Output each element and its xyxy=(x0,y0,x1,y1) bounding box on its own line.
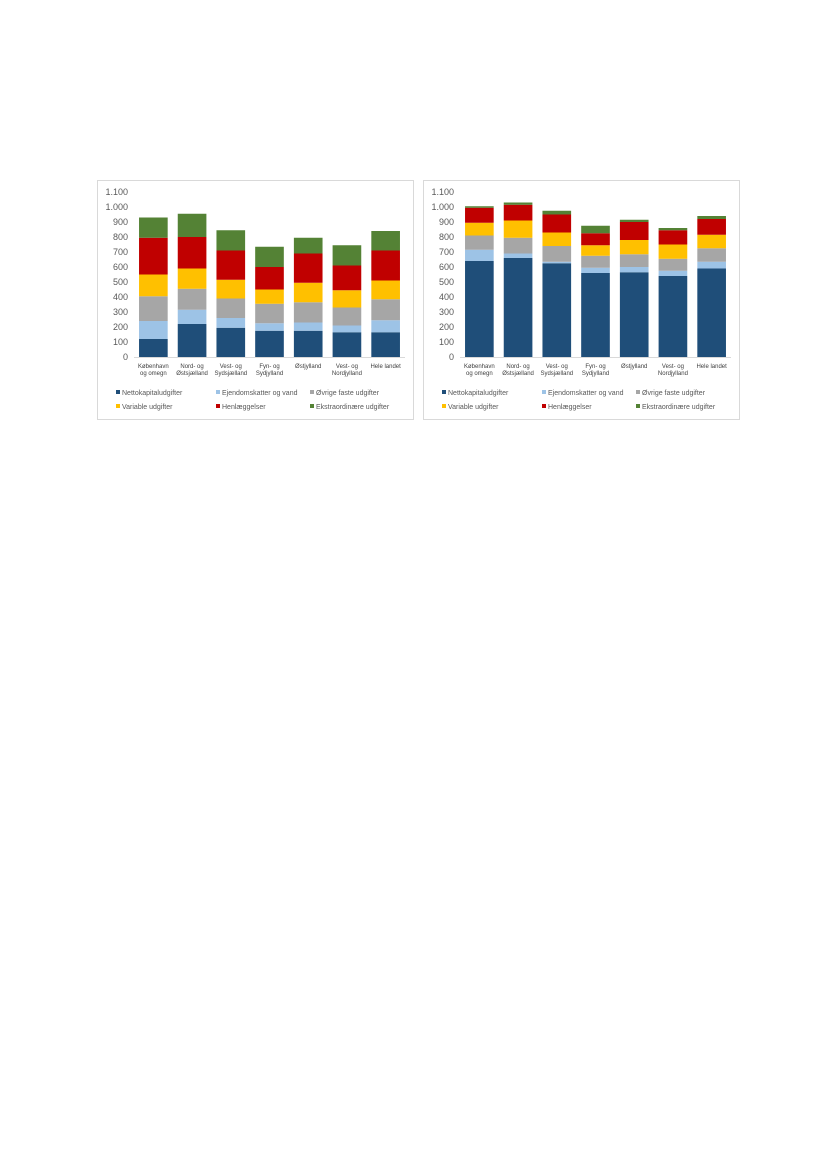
legend-label: Henlæggelser xyxy=(548,404,592,411)
bar-segment xyxy=(178,289,207,310)
legend-item xyxy=(216,389,298,398)
y-tick-label: 800 xyxy=(438,232,454,242)
bar-segment xyxy=(697,269,726,358)
x-category-label: Nord- og xyxy=(506,364,530,370)
legend-item xyxy=(216,403,266,412)
legend-swatch xyxy=(542,404,546,408)
y-tick-label: 900 xyxy=(438,217,454,227)
bar-segment xyxy=(659,230,688,244)
bar-segment xyxy=(659,228,688,230)
y-tick-label: 500 xyxy=(438,277,454,287)
bar-segment xyxy=(620,222,649,240)
x-category-label: Østsjælland xyxy=(176,371,208,377)
bar-segment xyxy=(216,230,245,250)
bar-segment xyxy=(697,219,726,235)
y-tick-label: 800 xyxy=(112,232,128,242)
bar-segment xyxy=(333,308,362,326)
bar-segment xyxy=(504,258,533,357)
bar-segment xyxy=(581,268,610,273)
bar-segment xyxy=(333,290,362,307)
y-tick-label: 500 xyxy=(112,277,128,287)
bar-segment xyxy=(465,223,494,236)
x-category-label: Sydsjælland xyxy=(540,371,574,377)
bar-segment xyxy=(504,205,533,221)
legend-item xyxy=(636,403,715,412)
bar-segment xyxy=(659,271,688,276)
bar-segment xyxy=(139,238,168,275)
bar-segment xyxy=(620,220,649,222)
legend-swatch xyxy=(636,404,640,408)
bar-segment xyxy=(294,283,323,303)
bar-segment xyxy=(371,281,400,300)
x-category-label: Sydsjælland xyxy=(214,371,248,377)
bar-segment xyxy=(255,247,284,267)
bar-segment xyxy=(465,206,494,208)
legend-item xyxy=(442,389,508,398)
bar-segment xyxy=(504,203,533,205)
bar-segment xyxy=(139,218,168,238)
bar-segment xyxy=(216,318,245,328)
bar-segment xyxy=(697,262,726,269)
y-tick-label: 0 xyxy=(122,352,128,362)
x-category-label: Hele landet xyxy=(696,364,727,370)
x-category-label: Hele landet xyxy=(370,364,401,370)
bar-segment xyxy=(465,250,494,261)
legend-swatch xyxy=(636,390,640,394)
y-tick-label: 600 xyxy=(438,262,454,272)
bar-segment xyxy=(139,321,168,339)
bar-segment xyxy=(216,280,245,299)
bar-segment xyxy=(178,324,207,357)
bar-segment xyxy=(371,251,400,281)
legend-label: Ejendomskatter og vand xyxy=(548,390,624,397)
legend-label: Øvrige faste udgifter xyxy=(642,390,706,397)
x-category-label: Nordjylland xyxy=(331,371,362,377)
bar-segment xyxy=(504,254,533,259)
legend-item xyxy=(310,403,389,412)
bar-segment xyxy=(581,256,610,268)
bar-segment xyxy=(465,208,494,223)
x-category-label: Nord- og xyxy=(180,364,204,370)
y-tick-label: 700 xyxy=(112,247,128,257)
y-tick-label: 200 xyxy=(438,322,454,332)
bar-segment xyxy=(542,262,571,264)
legend-label: Variable udgifter xyxy=(448,404,499,411)
bar-segment xyxy=(504,238,533,254)
legend-swatch xyxy=(216,404,220,408)
y-tick-label: 1.000 xyxy=(105,202,128,212)
bar-segment xyxy=(255,267,284,290)
bar-segment xyxy=(581,226,610,234)
y-tick-label: 0 xyxy=(448,352,454,362)
legend-label: Nettokapitaludgifter xyxy=(448,390,509,397)
x-category-label: og omegn xyxy=(140,371,167,377)
x-category-label: Nordjylland xyxy=(657,371,688,377)
y-tick-label: 300 xyxy=(112,307,128,317)
y-tick-label: 100 xyxy=(438,337,454,347)
bar-segment xyxy=(542,211,571,215)
bar-segment xyxy=(659,276,688,357)
bar-segment xyxy=(620,272,649,357)
y-tick-label: 600 xyxy=(112,262,128,272)
bar-segment xyxy=(333,332,362,357)
x-category-label: Østjylland xyxy=(295,364,322,370)
y-tick-label: 700 xyxy=(438,247,454,257)
x-category-label: Vest- og xyxy=(661,364,684,370)
legend-swatch xyxy=(442,390,446,394)
legend-swatch xyxy=(116,404,120,408)
bar-segment xyxy=(542,263,571,357)
bar-segment xyxy=(504,221,533,238)
x-category-label: Fyn- og xyxy=(585,364,606,370)
legend-item xyxy=(542,403,592,412)
bar-segment xyxy=(371,320,400,332)
bar-segment xyxy=(697,235,726,249)
x-category-label: Østjylland xyxy=(621,364,648,370)
chart-legend-right xyxy=(442,386,737,418)
bar-segment xyxy=(294,302,323,322)
y-tick-label: 100 xyxy=(112,337,128,347)
bar-segment xyxy=(178,237,207,269)
bar-segment xyxy=(333,266,362,291)
legend-label: Øvrige faste udgifter xyxy=(316,390,380,397)
bar-segment xyxy=(620,240,649,254)
bar-segment xyxy=(255,323,284,331)
legend-swatch xyxy=(216,390,220,394)
legend-label: Variable udgifter xyxy=(122,404,173,411)
bar-segment xyxy=(178,310,207,324)
x-category-label: Vest- og xyxy=(219,364,242,370)
x-category-label: Sydjylland xyxy=(581,371,610,377)
legend-label: Nettokapitaludgifter xyxy=(122,390,183,397)
bar-segment xyxy=(620,267,649,272)
bar-segment xyxy=(620,254,649,267)
legend-label: Ekstraordinære udgifter xyxy=(316,404,390,411)
legend-swatch xyxy=(310,404,314,408)
y-tick-label: 1.100 xyxy=(105,187,128,197)
bar-segment xyxy=(178,269,207,289)
bar-segment xyxy=(542,215,571,233)
x-category-label: Sydjylland xyxy=(255,371,284,377)
bar-segment xyxy=(542,246,571,262)
bar-segment xyxy=(294,238,323,254)
bar-segment xyxy=(581,233,610,245)
y-tick-label: 400 xyxy=(112,292,128,302)
bar-segment xyxy=(255,331,284,357)
legend-item xyxy=(636,389,705,398)
bar-segment xyxy=(255,290,284,304)
bar-segment xyxy=(139,296,168,321)
bar-segment xyxy=(216,251,245,280)
x-category-label: Vest- og xyxy=(335,364,358,370)
x-category-label: København xyxy=(138,364,169,370)
legend-item xyxy=(116,389,182,398)
bar-segment xyxy=(371,231,400,251)
x-category-label: Østsjælland xyxy=(502,371,534,377)
legend-swatch xyxy=(310,390,314,394)
y-tick-label: 300 xyxy=(438,307,454,317)
bar-segment xyxy=(581,273,610,357)
legend-item xyxy=(542,389,624,398)
y-tick-label: 400 xyxy=(438,292,454,302)
bar-segment xyxy=(139,275,168,297)
legend-label: Ekstraordinære udgifter xyxy=(642,404,716,411)
bar-segment xyxy=(465,236,494,250)
x-category-label: Vest- og xyxy=(545,364,568,370)
legend-item xyxy=(310,389,379,398)
bar-segment xyxy=(465,261,494,357)
bar-segment xyxy=(139,339,168,357)
bar-segment xyxy=(294,323,323,331)
bar-segment xyxy=(333,326,362,333)
bar-segment xyxy=(659,245,688,259)
bar-segment xyxy=(659,259,688,271)
bar-segment xyxy=(371,299,400,320)
legend-swatch xyxy=(442,404,446,408)
bar-segment xyxy=(542,233,571,247)
x-category-label: og omegn xyxy=(466,371,493,377)
bar-segment xyxy=(178,214,207,237)
legend-item xyxy=(442,403,498,412)
y-tick-label: 1.000 xyxy=(431,202,454,212)
legend-swatch xyxy=(116,390,120,394)
chart-plot-right xyxy=(424,181,741,386)
chart-panel-right xyxy=(423,180,740,420)
bar-segment xyxy=(333,245,362,265)
bar-segment xyxy=(697,216,726,219)
y-tick-label: 1.100 xyxy=(431,187,454,197)
bar-segment xyxy=(371,332,400,357)
y-tick-label: 200 xyxy=(112,322,128,332)
x-category-label: Fyn- og xyxy=(259,364,280,370)
bar-segment xyxy=(216,299,245,319)
bar-segment xyxy=(216,328,245,357)
x-category-label: København xyxy=(464,364,495,370)
chart-legend-left xyxy=(116,386,411,418)
legend-swatch xyxy=(542,390,546,394)
bar-segment xyxy=(294,331,323,357)
chart-panel-left xyxy=(97,180,414,420)
y-tick-label: 900 xyxy=(112,217,128,227)
legend-label: Ejendomskatter og vand xyxy=(222,390,298,397)
chart-plot-left xyxy=(98,181,415,386)
legend-item xyxy=(116,403,172,412)
legend-label: Henlæggelser xyxy=(222,404,266,411)
bar-segment xyxy=(294,254,323,283)
bar-segment xyxy=(581,245,610,256)
bar-segment xyxy=(697,248,726,262)
bar-segment xyxy=(255,304,284,324)
